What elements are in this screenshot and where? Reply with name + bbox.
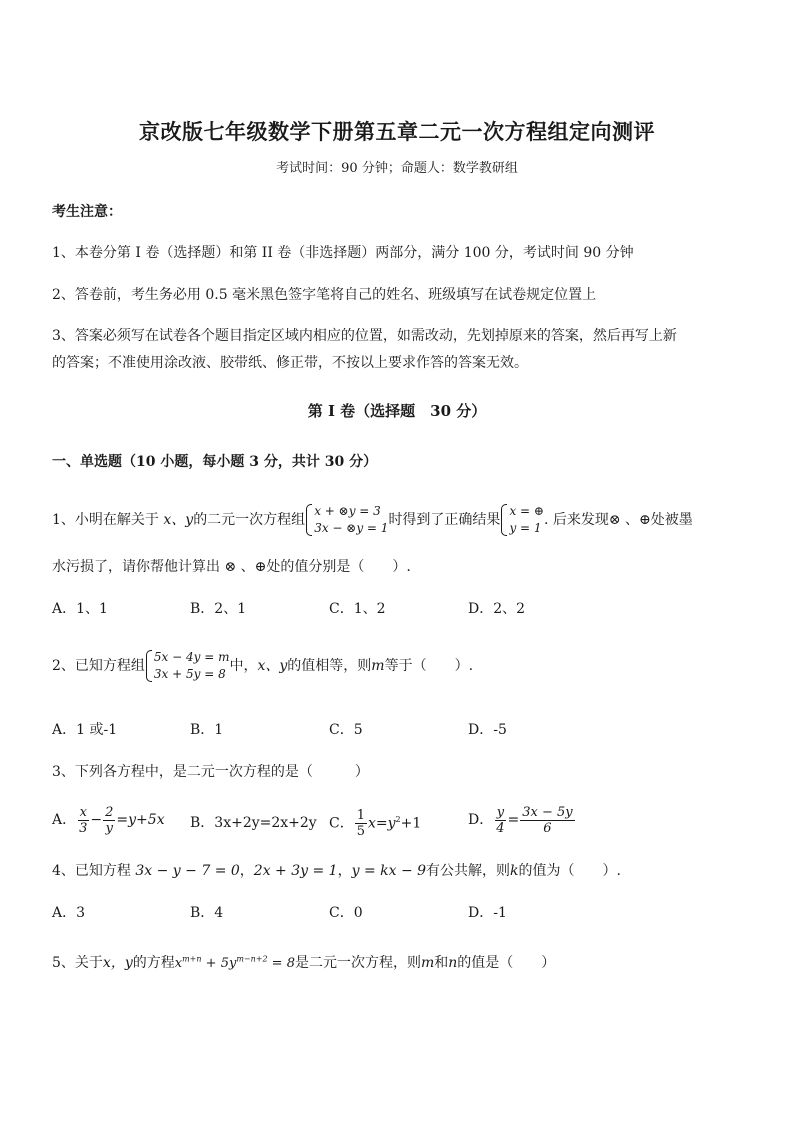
q1-line-2: 水污损了，请你帮他计算出 ⊗ 、⊕处的值分别是（ ）.	[52, 559, 411, 575]
q3-d-num-1: y	[496, 804, 505, 820]
q3-c-num: 1	[356, 808, 365, 824]
q1-eq2: 3x − ⊗y = 1	[314, 521, 389, 535]
q2-choice-b[interactable]: B．1	[190, 722, 224, 738]
q4-choice-d[interactable]: D．-1	[468, 905, 507, 921]
q5-text-mid: 的方程	[132, 955, 175, 971]
q3-d-den-2: 6	[543, 820, 552, 836]
q3-a-fraction-1	[77, 805, 89, 836]
q4-choice-b[interactable]: B．4	[190, 905, 224, 921]
q3-a-num-2: 2	[105, 804, 114, 820]
q4-eq3: y = kx − 9	[351, 863, 427, 879]
q1-text-mid: 的二元一次方程组	[193, 512, 306, 528]
q3-choice-a[interactable]	[52, 800, 165, 840]
notice-item-1: 1、本卷分第 I 卷（选择题）和第 II 卷（非选择题）两部分，满分 100 分，考试时间 90 分钟	[52, 245, 634, 261]
q3-d-equals: =	[507, 812, 520, 828]
q3-c-tail: +1	[400, 815, 422, 832]
q2-equation-system	[145, 649, 230, 683]
question-2	[52, 646, 473, 686]
q3-d-den-1: 4	[496, 820, 505, 836]
q2-choice-c[interactable]: C．5	[329, 722, 363, 738]
q1-text-mid2: 时得到了正确结果	[388, 512, 501, 528]
q4-eq2: 2x + 3y = 1	[253, 863, 338, 879]
q3-a-den-1: 3	[79, 820, 88, 836]
q1-sol1: x = ⊕	[509, 504, 544, 518]
q3-a-minus: −	[90, 812, 103, 828]
question-5	[52, 952, 555, 972]
q4-text-mid: 有公共解，则	[426, 863, 511, 879]
q3-choice-c[interactable]	[329, 800, 421, 844]
question-3: 3、下列各方程中，是二元一次方程的是（ ）	[52, 764, 369, 780]
q2-eq2: 3x + 5y = 8	[153, 667, 226, 681]
q5-m: m	[420, 955, 435, 971]
q3-c-fraction	[355, 808, 367, 839]
q1-choice-b[interactable]: B．2、1	[190, 601, 247, 617]
q4-eq1: 3x − y − 7 = 0	[135, 863, 240, 879]
q1-text-pre: 1、小明在解关于	[52, 512, 159, 528]
question-4	[52, 860, 621, 880]
q2-choice-d[interactable]: D．-5	[468, 722, 507, 738]
q4-text-post: 的值为（ ）.	[518, 863, 621, 879]
q5-text-b: 的值是（ ）	[457, 955, 556, 971]
section-title: 第 I 卷（选择题 30 分）	[307, 402, 487, 420]
q1-vars: x、y	[163, 512, 194, 528]
q5-text-a: 是二元一次方程，则	[294, 955, 421, 971]
q4-choice-c[interactable]: C．0	[329, 905, 363, 921]
q1-choice-d[interactable]: D．2、2	[468, 601, 526, 617]
q2-text-pre: 2、已知方程组	[52, 658, 145, 674]
q3-a-label: A．	[52, 812, 77, 828]
q4-sep1: ，	[239, 863, 254, 879]
q5-vars: x，y	[102, 955, 133, 971]
q2-text-b: 的值相等，则	[287, 658, 372, 674]
q3-c-label: C．	[329, 815, 354, 832]
q5-equation	[175, 956, 295, 971]
part-heading: 一、单选题（10 小题，每小题 3 分，共计 30 分）	[52, 454, 378, 470]
q2-text-a: 中，	[229, 658, 258, 674]
q5-eq-end: = 8	[267, 956, 295, 971]
q5-n: n	[448, 955, 458, 971]
q3-choice-b[interactable]: B．3x+2y=2x+2y	[190, 815, 317, 831]
notice-item-3-line-1: 3、答案必须写在试卷各个题目指定区域内相应的位置，如需改动，先划掉原来的答案，然后再写上新	[52, 328, 677, 344]
q1-equation-system	[305, 503, 388, 537]
q2-m: m	[371, 658, 385, 674]
q1-eq1: x + ⊗y = 3	[314, 504, 381, 518]
q4-text-pre: 4、已知方程	[52, 863, 136, 879]
q2-choice-a[interactable]: A．1 或-1	[52, 722, 118, 738]
q5-eq-y-exponent: m−n+2	[236, 954, 268, 964]
q5-eq-x-exponent: m+n	[182, 954, 202, 964]
notice-item-3-line-2: 的答案；不准使用涂改液、胶带纸、修正带，不按以上要求作答的答案无效。	[52, 355, 528, 371]
q1-sol2: y = 1	[509, 521, 542, 535]
exam-info: 考试时间：90 分钟；命题人：数学教研组	[276, 161, 518, 176]
q5-eq-x: x	[174, 956, 183, 971]
notice-heading: 考生注意：	[52, 204, 122, 220]
page-title: 京改版七年级数学下册第五章二元一次方程组定向测评	[139, 119, 655, 144]
q3-d-fraction-1	[494, 805, 506, 836]
q3-c-rest: x=y	[368, 815, 396, 832]
q4-choice-a[interactable]: A．3	[52, 905, 86, 921]
question-1	[52, 500, 693, 540]
notice-item-2: 2、答卷前，考生务必用 0.5 毫米黑色签字笔将自己的姓名、班级填写在试卷规定位置上	[52, 287, 597, 303]
q4-k: k	[510, 863, 519, 879]
q3-d-num-2: 3x − 5y	[522, 804, 573, 820]
q3-a-den-2: y	[105, 820, 113, 836]
q3-choice-d[interactable]	[468, 800, 576, 840]
q5-and: 和	[434, 955, 449, 971]
q1-text-post: . 后来发现⊗ 、⊕处被墨	[543, 512, 693, 528]
q2-text-c: 等于（ ）.	[384, 658, 474, 674]
q2-eq1: 5x − 4y = m	[153, 650, 230, 664]
q3-d-fraction-2	[520, 805, 574, 836]
q3-c-exponent: 2	[395, 815, 401, 824]
q3-a-rest: =y+5x	[116, 812, 165, 828]
q5-eq-mid: + 5y	[201, 956, 237, 971]
q1-choice-c[interactable]: C．1、2	[329, 601, 386, 617]
q3-a-num-1: x	[79, 804, 87, 820]
q2-vars: x、y	[257, 658, 288, 674]
q4-sep2: ，	[337, 863, 352, 879]
q3-a-fraction-2	[103, 805, 115, 836]
q1-solution-system	[500, 503, 544, 537]
q5-text-pre: 5、关于	[52, 955, 103, 971]
q3-c-den: 5	[356, 824, 365, 840]
q3-d-label: D．	[468, 812, 494, 828]
q1-choice-a[interactable]: A．1、1	[52, 601, 108, 617]
